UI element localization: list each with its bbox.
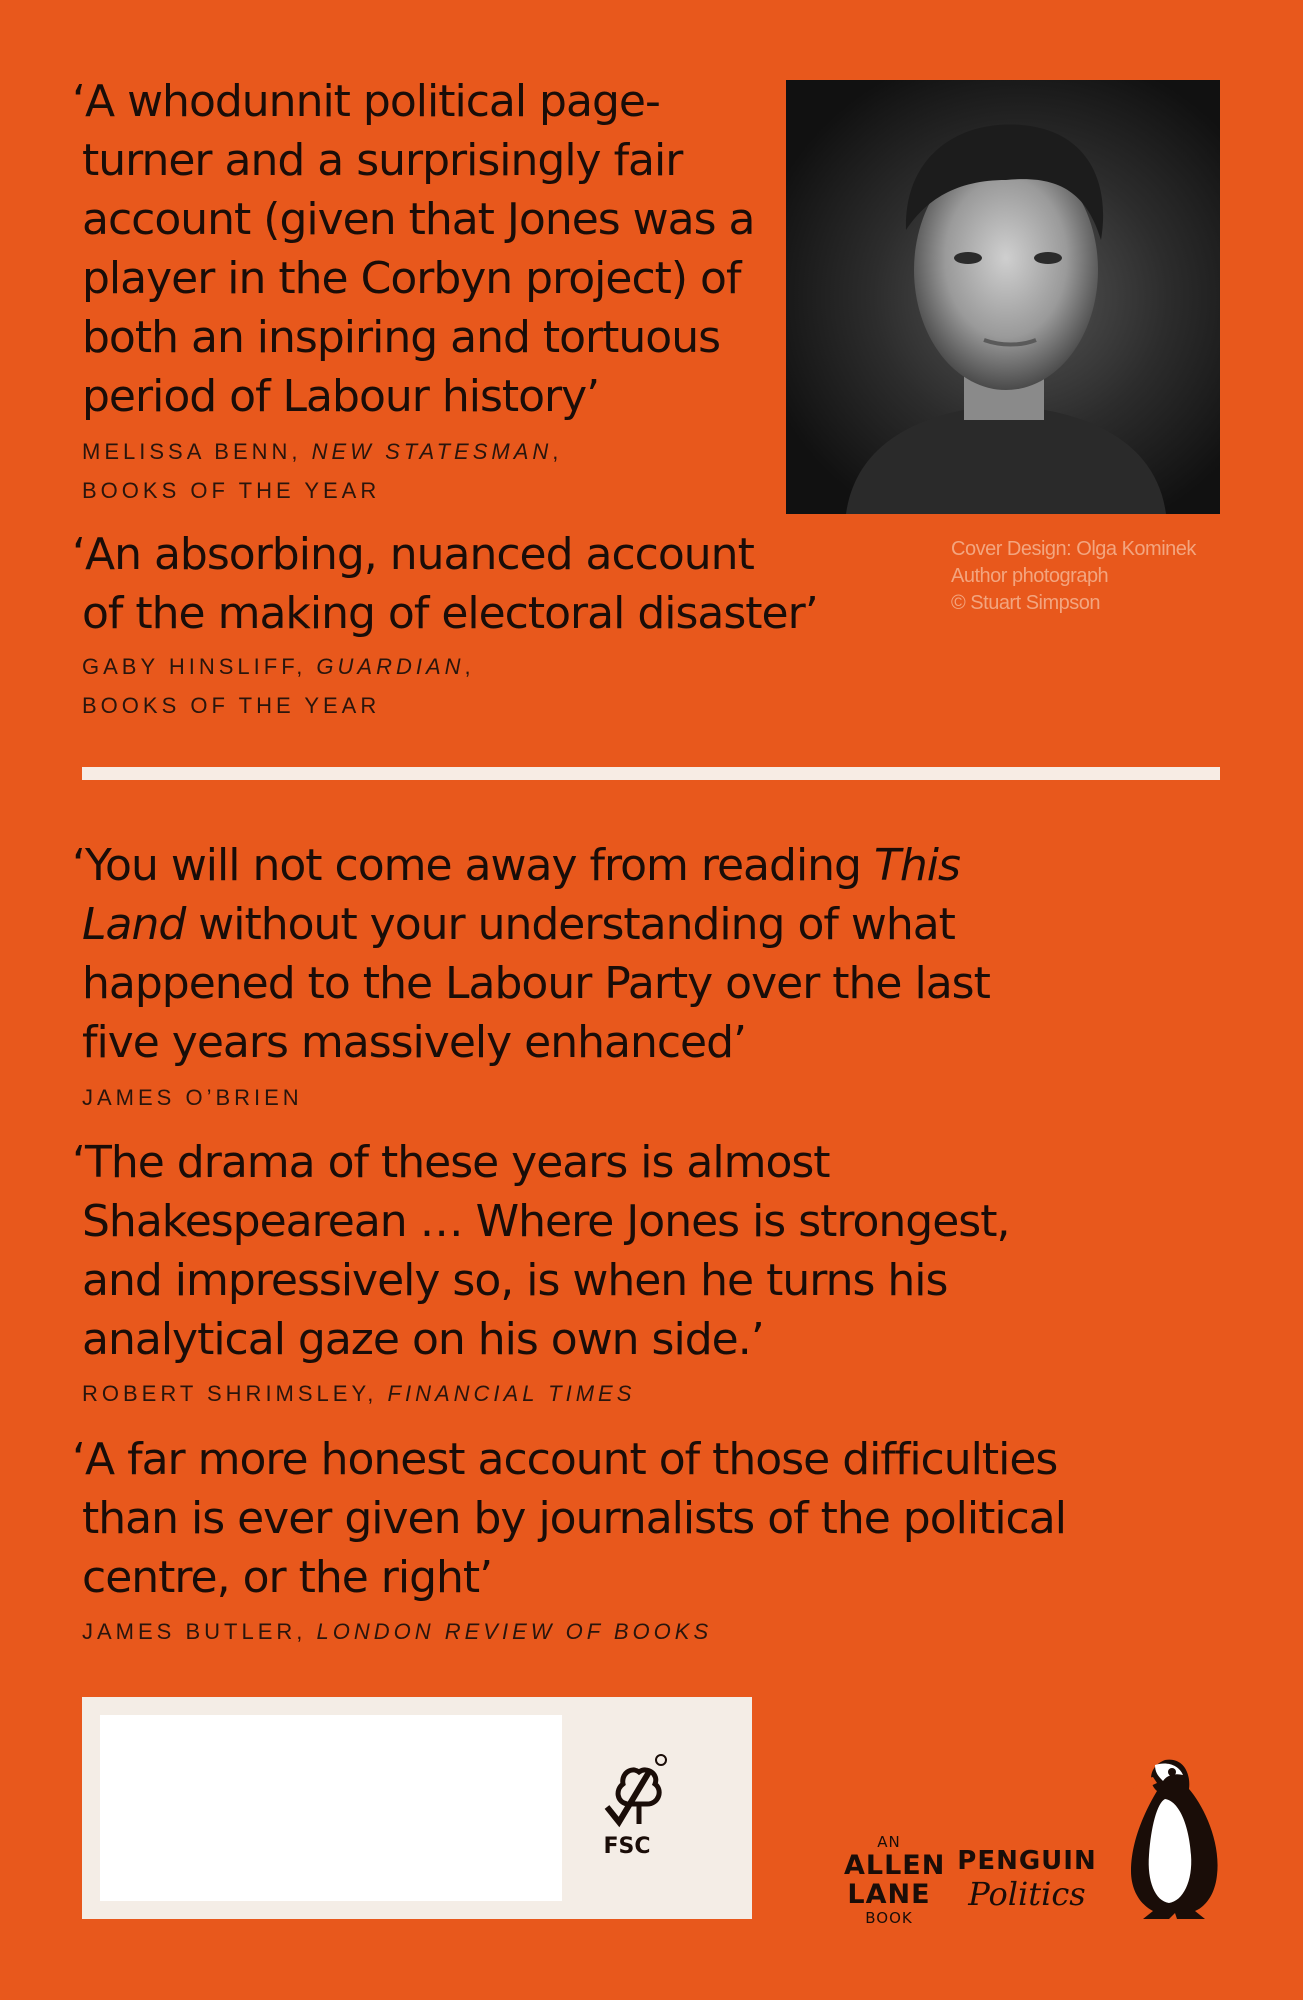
quote-1-attribution: [82, 432, 562, 510]
cover-design-credit: Cover Design: Olga Kominek: [951, 538, 1196, 560]
barcode-panel: [82, 1697, 752, 1919]
quote-line: analytical gaze on his own side.’: [82, 1314, 764, 1365]
attribution-name: JAMES BUTLER,: [82, 1619, 317, 1644]
attribution-note: BOOKS OF THE YEAR: [82, 478, 381, 503]
quote-5-attribution: [82, 1612, 712, 1651]
cover-credits: [951, 536, 1196, 617]
quote-2-text: [72, 525, 818, 643]
quote-line: player in the Corbyn project) of: [82, 253, 741, 304]
allen-lane-logo: [844, 1833, 946, 1927]
barcode-area: [100, 1715, 562, 1901]
quote-line: without your understanding of what: [185, 899, 955, 950]
quote-4-text: [72, 1133, 1010, 1369]
attribution-publication: NEW STATESMAN: [311, 439, 553, 464]
allen-lane-an: AN: [877, 1833, 901, 1851]
attribution-name: MELISSA BENN,: [82, 439, 312, 464]
attribution-name: JAMES O’BRIEN: [82, 1085, 303, 1110]
attribution-name: GABY HINSLIFF,: [82, 654, 317, 679]
quote-line: Shakespearean … Where Jones is strongest,: [82, 1196, 1010, 1247]
allen-lane-allen: ALLEN: [844, 1850, 946, 1881]
quote-line: ‘You will not come away from reading: [72, 840, 874, 891]
photo-credit-name: © Stuart Simpson: [951, 592, 1101, 614]
quote-4-attribution: [82, 1374, 635, 1413]
fsc-tree-icon: [587, 1752, 667, 1832]
quote-line: than is ever given by journalists of the political: [82, 1493, 1066, 1544]
imprint-politics: Politics: [968, 1875, 1086, 1913]
imprint-penguin: PENGUIN: [957, 1846, 1097, 1876]
attribution-note: BOOKS OF THE YEAR: [82, 693, 381, 718]
fsc-label: FSC: [603, 1834, 651, 1859]
quote-line: happened to the Labour Party over the last: [82, 958, 990, 1009]
attribution-suffix: ,: [552, 439, 563, 464]
penguin-icon: [1125, 1755, 1225, 1925]
quote-line: of the making of electoral disaster’: [82, 588, 818, 639]
attribution-suffix: ,: [464, 654, 475, 679]
quote-3-attribution: [82, 1078, 303, 1117]
book-title-part: This: [873, 840, 960, 891]
author-portrait-image: [786, 80, 1220, 514]
quote-line: turner and a surprisingly fair: [82, 135, 683, 186]
allen-lane-book: BOOK: [865, 1909, 913, 1927]
fsc-logo: [587, 1752, 697, 1867]
quote-line: period of Labour history’: [82, 371, 600, 422]
quote-line: ‘The drama of these years is almost: [72, 1137, 830, 1188]
quote-line: both an inspiring and tortuous: [82, 312, 721, 363]
quote-1-text: [72, 72, 755, 426]
attribution-name: ROBERT SHRIMSLEY,: [82, 1381, 388, 1406]
quote-line: ‘A far more honest account of those difficulties: [72, 1434, 1058, 1485]
quote-line: ‘A whodunnit political page-: [72, 76, 660, 127]
quote-2-attribution: [82, 647, 475, 725]
quote-line: account (given that Jones was a: [82, 194, 755, 245]
quote-line: ‘An absorbing, nuanced account: [72, 529, 754, 580]
author-photo: [786, 80, 1220, 514]
attribution-publication: FINANCIAL TIMES: [387, 1381, 636, 1406]
photo-credit-label: Author photograph: [951, 565, 1109, 587]
quote-line: and impressively so, is when he turns his: [82, 1255, 948, 1306]
quote-3-text: [72, 836, 990, 1072]
penguin-politics-imprint: [957, 1846, 1097, 1912]
quote-5-text: [72, 1430, 1066, 1607]
quote-line: centre, or the right’: [82, 1552, 493, 1603]
attribution-publication: LONDON REVIEW OF BOOKS: [316, 1619, 713, 1644]
divider-rule: [82, 767, 1220, 780]
attribution-publication: GUARDIAN: [316, 654, 465, 679]
book-title-part: Land: [82, 899, 186, 950]
quote-line: five years massively enhanced’: [82, 1017, 747, 1068]
allen-lane-lane: LANE: [847, 1879, 931, 1910]
